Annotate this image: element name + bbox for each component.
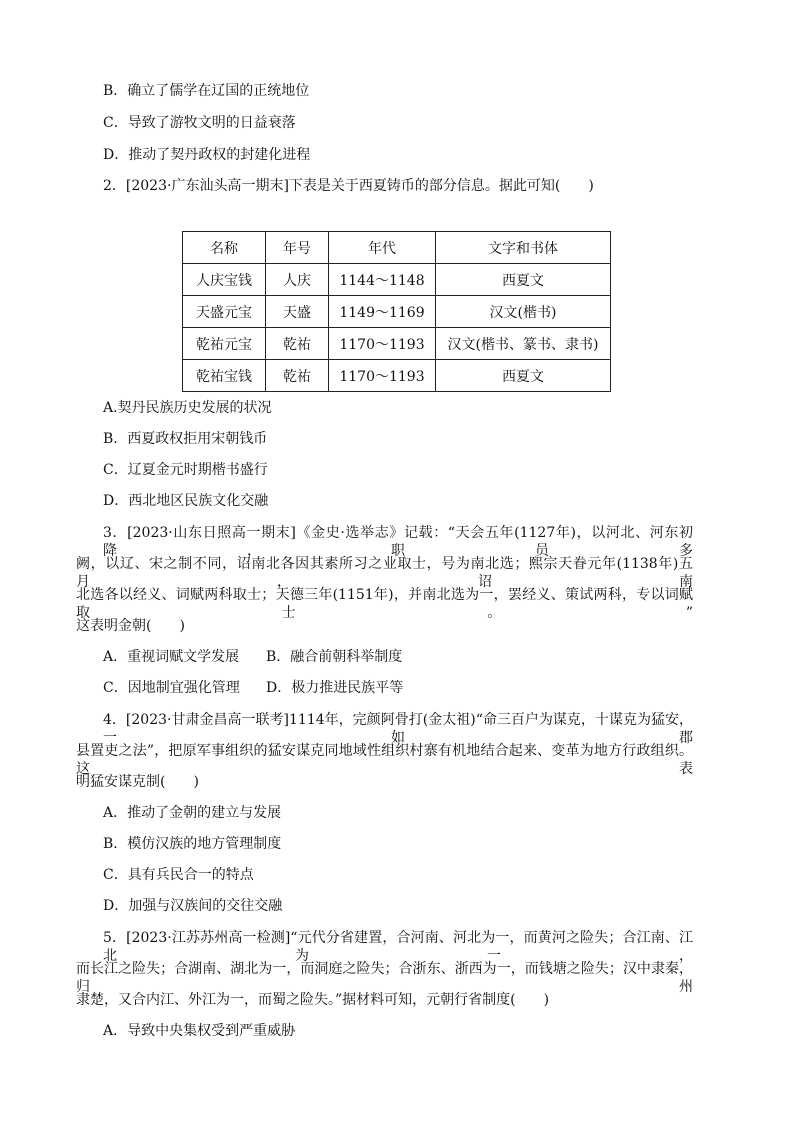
q5-option-a: A．导致中央集权受到严重威胁 bbox=[103, 1023, 296, 1039]
table-cell: 乾祐 bbox=[266, 360, 329, 392]
q2-option-b: B．西夏政权拒用宋朝钱币 bbox=[103, 431, 268, 447]
table-cell: 天盛元宝 bbox=[183, 296, 266, 328]
q3-stem-line-2: 阙，以辽、宋之制不同，诏南北各因其素所习之业取士，号为南北选；熙宗天眷元年(1138年)五月，诏南 bbox=[76, 556, 693, 590]
table-cell: 1144～1148 bbox=[329, 264, 436, 296]
table-cell: 1149～1169 bbox=[329, 296, 436, 328]
q4-stem-line-2: 县置吏之法”，把原军事组织的猛安谋克同地域性组织村寨有机地结合起来、变革为地方行政组织。这表 bbox=[76, 743, 693, 777]
table-row bbox=[183, 360, 611, 392]
table-cell: 西夏文 bbox=[436, 264, 611, 296]
q2-option-c: C．辽夏金元时期楷书盛行 bbox=[103, 462, 268, 478]
table-cell: 1170～1193 bbox=[329, 328, 436, 360]
table-row bbox=[183, 264, 611, 296]
table-cell: 1170～1193 bbox=[329, 360, 436, 392]
q2-stem: 2．[2023·广东汕头高一期末]下表是关于西夏铸币的部分信息。据此可知( ) bbox=[103, 178, 594, 194]
table-cell: 天盛 bbox=[266, 296, 329, 328]
table-cell: 汉文(楷书、篆书、隶书) bbox=[436, 328, 611, 360]
q3-stem-line-4: 这表明金朝( ) bbox=[76, 618, 185, 634]
table-cell: 西夏文 bbox=[436, 360, 611, 392]
q5-stem-line-2: 而长江之险失；合湖南、湖北为一，而洞庭之险失；合浙东、浙西为一，而钱塘之险失；汉中隶秦，归州 bbox=[76, 961, 693, 995]
table-cell: 乾祐宝钱 bbox=[183, 360, 266, 392]
table-cell: 汉文(楷书) bbox=[436, 296, 611, 328]
table-row bbox=[183, 328, 611, 360]
table-header: 年代 bbox=[329, 232, 436, 264]
table-cell: 乾祐 bbox=[266, 328, 329, 360]
table-cell: 人庆宝钱 bbox=[183, 264, 266, 296]
q5-stem-line-1: 5．[2023·江苏苏州高一检测]“元代分省建置，合河南、河北为一，而黄河之险失；合江南、江北为一， bbox=[103, 930, 693, 964]
table-header-row bbox=[183, 232, 611, 264]
q4-option-d: D．加强与汉族间的交往交融 bbox=[103, 898, 283, 914]
table-header: 年号 bbox=[266, 232, 329, 264]
q4-option-c: C．具有兵民合一的特点 bbox=[103, 867, 254, 883]
q3-option-d: D．极力推进民族平等 bbox=[266, 680, 404, 696]
q2-option-a: A.契丹民族历史发展的状况 bbox=[103, 400, 272, 416]
table-header: 文字和书体 bbox=[436, 232, 611, 264]
q3-option-a: A．重视词赋文学发展 bbox=[103, 649, 240, 665]
q2-option-d: D．西北地区民族文化交融 bbox=[103, 493, 269, 509]
coin-table bbox=[182, 231, 611, 392]
q3-stem-line-1: 3．[2023·山东日照高一期末]《金史·选举志》记载：“天会五年(1127年)，以河北、河东初降，职员多 bbox=[103, 525, 693, 559]
table-row bbox=[183, 296, 611, 328]
q4-stem-line-1: 4．[2023·甘肃金昌高一联考]1114年，完颜阿骨打(金太祖)“命三百户为谋克，十谋克为猛安，一如郡 bbox=[103, 712, 693, 746]
q4-option-a: A．推动了金朝的建立与发展 bbox=[103, 805, 282, 821]
q5-stem-line-3: 隶楚，又合内江、外江为一，而蜀之险失。”据材料可知，元朝行省制度( ) bbox=[76, 992, 550, 1008]
q3-option-c: C．因地制宜强化管理 bbox=[103, 680, 240, 696]
q3-option-b: B．融合前朝科举制度 bbox=[266, 649, 403, 665]
q3-stem-line-3: 北选各以经义、词赋两科取士；天德三年(1151年)，并南北选为一，罢经义、策试两科，专以词赋取士。” bbox=[76, 587, 693, 621]
table-header: 名称 bbox=[183, 232, 266, 264]
q1-option-c: C．导致了游牧文明的日益衰落 bbox=[103, 115, 296, 131]
q1-option-d: D．推动了契丹政权的封建化进程 bbox=[103, 147, 311, 163]
table-cell: 人庆 bbox=[266, 264, 329, 296]
table-cell: 乾祐元宝 bbox=[183, 328, 266, 360]
q4-stem-line-3: 明猛安谋克制( ) bbox=[76, 774, 199, 790]
q1-option-b: B．确立了儒学在辽国的正统地位 bbox=[103, 83, 310, 99]
q4-option-b: B．模仿汉族的地方管理制度 bbox=[103, 836, 282, 852]
